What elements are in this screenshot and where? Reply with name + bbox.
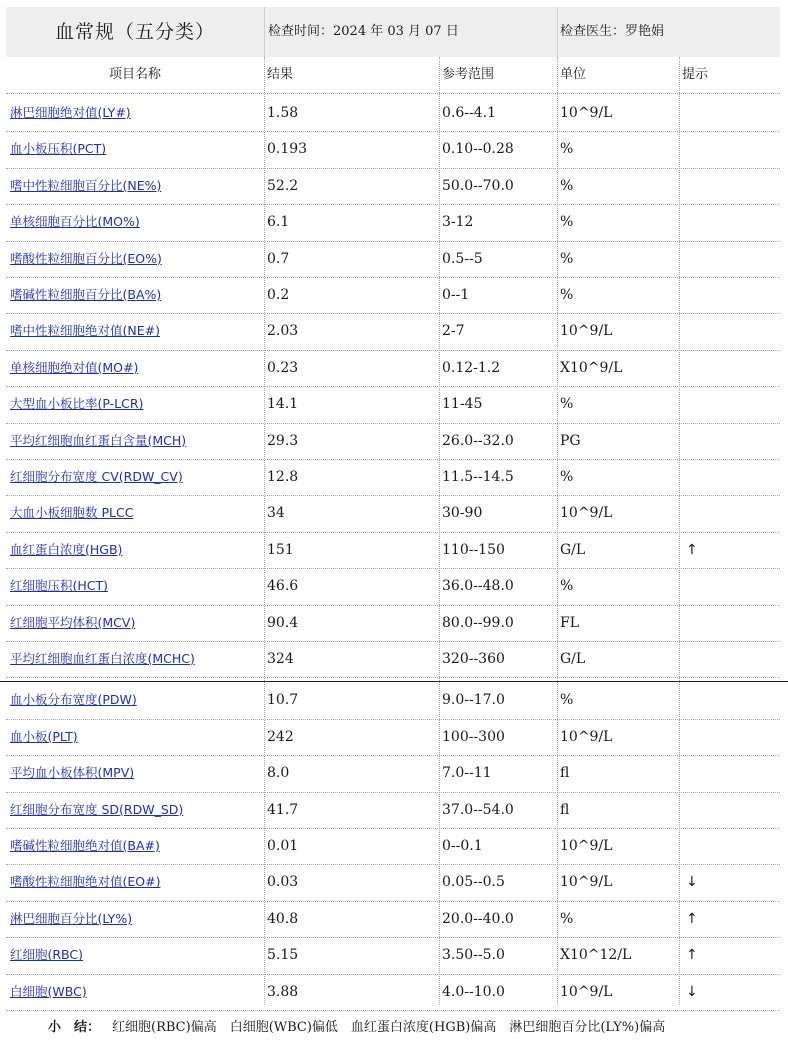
result-value: 0.7 bbox=[267, 250, 290, 267]
result-value: 2.03 bbox=[267, 323, 299, 340]
item-name-link[interactable]: 嗜酸性粒细胞百分比(EO%) bbox=[10, 250, 162, 266]
column-header-name: 项目名称 bbox=[108, 67, 161, 82]
table-row bbox=[6, 755, 780, 792]
item-name-link[interactable]: 单核细胞百分比(MO%) bbox=[10, 214, 140, 230]
reference-range: 100--300 bbox=[442, 728, 505, 745]
reference-range: 0--0.1 bbox=[442, 838, 483, 854]
hint-arrow: ↑ bbox=[686, 947, 698, 964]
reference-range: 0.05--0.5 bbox=[442, 874, 505, 891]
unit-value: % bbox=[560, 250, 574, 267]
reference-range: 80.0--99.0 bbox=[442, 614, 514, 631]
table-row bbox=[6, 313, 780, 350]
item-name-link[interactable]: 单核细胞绝对值(MO#) bbox=[10, 359, 139, 375]
table-row bbox=[6, 792, 780, 829]
reference-range: 320--360 bbox=[442, 651, 505, 667]
table-row bbox=[6, 937, 780, 974]
table-row bbox=[6, 974, 780, 1011]
unit-value: 10^9/L bbox=[560, 505, 613, 522]
reference-range: 0.5--5 bbox=[442, 250, 483, 267]
table-row bbox=[6, 386, 780, 423]
reference-range: 36.0--48.0 bbox=[442, 578, 514, 595]
table-row bbox=[6, 864, 780, 901]
table-row bbox=[6, 423, 780, 460]
unit-value: FL bbox=[560, 614, 580, 631]
item-name-link[interactable]: 白细胞(WBC) bbox=[10, 983, 87, 999]
reference-range: 3.50--5.0 bbox=[442, 947, 505, 964]
unit-value: % bbox=[560, 469, 574, 485]
reference-range: 37.0--54.0 bbox=[442, 801, 514, 818]
reference-range: 9.0--17.0 bbox=[442, 692, 505, 709]
item-name-link[interactable]: 平均红细胞血红蛋白含量(MCH) bbox=[10, 432, 187, 448]
item-name-link[interactable]: 平均红细胞血红蛋白浓度(MCHC) bbox=[10, 651, 195, 666]
item-name-link[interactable]: 红细胞压积(HCT) bbox=[10, 578, 109, 594]
item-name-link[interactable]: 血小板分布宽度(PDW) bbox=[10, 692, 137, 708]
result-value: 8.0 bbox=[267, 765, 290, 782]
item-name-link[interactable]: 嗜中性粒细胞百分比(NE%) bbox=[10, 177, 162, 193]
item-name-link[interactable]: 红细胞平均体积(MCV) bbox=[10, 614, 136, 630]
unit-value: 10^9/L bbox=[560, 838, 613, 854]
column-header-row bbox=[6, 57, 780, 94]
reference-range: 7.0--11 bbox=[442, 765, 492, 782]
exam-doctor: 检查医生：罗艳娟 bbox=[560, 24, 665, 39]
report-title: 血常规（五分类） bbox=[54, 21, 215, 43]
unit-value: % bbox=[560, 177, 574, 194]
unit-value: % bbox=[560, 287, 574, 303]
column-header-range: 参考范围 bbox=[442, 67, 495, 82]
result-value: 10.7 bbox=[267, 692, 299, 709]
unit-value: 10^9/L bbox=[560, 983, 613, 1000]
item-name-link[interactable]: 血小板压积(PCT) bbox=[10, 141, 107, 157]
summary-text: 红细胞(RBC)偏高 白细胞(WBC)偏低 血红蛋白浓度(HGB)偏高 淋巴细胞百分比(LY%)偏高 bbox=[112, 1020, 666, 1035]
reference-range: 30-90 bbox=[442, 505, 483, 522]
result-value: 5.15 bbox=[267, 947, 299, 964]
reference-range: 0.12-1.2 bbox=[442, 359, 501, 376]
unit-value: % bbox=[560, 396, 574, 413]
summary-label: 小 结： bbox=[48, 1020, 101, 1035]
table-row bbox=[6, 901, 780, 938]
unit-value: X10^12/L bbox=[560, 947, 632, 964]
hint-arrow: ↓ bbox=[686, 983, 698, 1000]
column-header-hint: 提示 bbox=[682, 67, 709, 82]
hint-arrow: ↑ bbox=[686, 541, 698, 558]
reference-range: 0--1 bbox=[442, 287, 470, 303]
item-name-link[interactable]: 红细胞分布宽度 CV(RDW_CV) bbox=[10, 469, 183, 484]
table-row bbox=[6, 532, 780, 569]
result-value: 52.2 bbox=[267, 177, 299, 194]
reference-range: 11.5--14.5 bbox=[442, 469, 514, 485]
unit-value: % bbox=[560, 141, 574, 158]
table-row bbox=[6, 277, 780, 314]
unit-value: fl bbox=[560, 801, 570, 818]
unit-value: 10^9/L bbox=[560, 874, 613, 891]
unit-value: % bbox=[560, 578, 574, 595]
item-name-link[interactable]: 大型血小板比率(P-LCR) bbox=[10, 396, 144, 412]
item-name-link[interactable]: 嗜酸性粒细胞绝对值(EO#) bbox=[10, 874, 161, 890]
table-row bbox=[6, 204, 780, 241]
header-divider bbox=[264, 7, 265, 57]
table-row bbox=[6, 95, 780, 132]
unit-value: % bbox=[560, 910, 574, 927]
result-value: 0.193 bbox=[267, 141, 308, 158]
reference-range: 26.0--32.0 bbox=[442, 432, 514, 449]
item-name-link[interactable]: 血红蛋白浓度(HGB) bbox=[10, 541, 123, 557]
result-value: 1.58 bbox=[267, 105, 299, 121]
table-row bbox=[6, 168, 780, 205]
item-name-link[interactable]: 红细胞(RBC) bbox=[10, 947, 84, 963]
unit-value: 10^9/L bbox=[560, 728, 613, 745]
table-row bbox=[6, 568, 780, 605]
reference-range: 20.0--40.0 bbox=[442, 910, 514, 927]
result-value: 34 bbox=[267, 505, 285, 522]
table-row bbox=[6, 241, 780, 278]
table-row bbox=[6, 719, 780, 756]
result-value: 151 bbox=[267, 541, 294, 558]
unit-value: X10^9/L bbox=[560, 359, 623, 376]
result-value: 0.23 bbox=[267, 359, 299, 376]
reference-range: 110--150 bbox=[442, 541, 505, 558]
reference-range: 50.0--70.0 bbox=[442, 177, 514, 194]
reference-range: 2-7 bbox=[442, 323, 465, 340]
result-value: 3.88 bbox=[267, 983, 299, 1000]
reference-range: 0.6--4.1 bbox=[442, 105, 496, 121]
result-value: 40.8 bbox=[267, 910, 299, 927]
item-name-link[interactable]: 血小板(PLT) bbox=[10, 728, 78, 744]
unit-value: G/L bbox=[560, 541, 586, 558]
column-header-unit: 单位 bbox=[560, 67, 587, 82]
item-name-link[interactable]: 平均血小板体积(MPV) bbox=[10, 765, 135, 781]
result-value: 29.3 bbox=[267, 432, 299, 449]
page-break-line bbox=[0, 681, 788, 682]
unit-value: % bbox=[560, 692, 574, 709]
table-row bbox=[6, 641, 780, 678]
table-row bbox=[6, 459, 780, 496]
result-value: 41.7 bbox=[267, 801, 299, 818]
exam-time: 检查时间：2024 年 03 月 07 日 bbox=[268, 24, 459, 39]
item-name-link[interactable]: 嗜碱性粒细胞百分比(BA%) bbox=[10, 287, 162, 302]
reference-range: 3-12 bbox=[442, 214, 474, 231]
item-name-link[interactable]: 淋巴细胞百分比(LY%) bbox=[10, 910, 133, 926]
item-name-link[interactable]: 嗜中性粒细胞绝对值(NE#) bbox=[10, 323, 160, 339]
result-value: 90.4 bbox=[267, 614, 299, 631]
result-value: 0.01 bbox=[267, 838, 299, 854]
table-row bbox=[6, 495, 780, 532]
result-value: 14.1 bbox=[267, 396, 299, 413]
table-row bbox=[6, 605, 780, 642]
report-header bbox=[6, 7, 780, 57]
item-name-link[interactable]: 红细胞分布宽度 SD(RDW_SD) bbox=[10, 801, 184, 817]
summary bbox=[48, 1016, 665, 1035]
result-value: 0.03 bbox=[267, 874, 299, 891]
header-divider bbox=[557, 7, 558, 57]
reference-range: 11-45 bbox=[442, 396, 483, 413]
unit-value: fl bbox=[560, 765, 570, 782]
unit-value: G/L bbox=[560, 651, 586, 667]
result-value: 242 bbox=[267, 728, 294, 745]
column-header-result: 结果 bbox=[267, 67, 294, 82]
hint-arrow: ↑ bbox=[686, 910, 698, 927]
table-row bbox=[6, 131, 780, 168]
result-value: 324 bbox=[267, 651, 294, 667]
table-row bbox=[6, 828, 780, 865]
unit-value: 10^9/L bbox=[560, 105, 613, 121]
result-value: 46.6 bbox=[267, 578, 299, 595]
reference-range: 4.0--10.0 bbox=[442, 983, 505, 1000]
table-row bbox=[6, 350, 780, 387]
table-row bbox=[6, 682, 780, 719]
item-name-link[interactable]: 大血小板细胞数 PLCC bbox=[10, 505, 134, 521]
reference-range: 0.10--0.28 bbox=[442, 141, 514, 158]
result-value: 6.1 bbox=[267, 214, 290, 231]
unit-value: 10^9/L bbox=[560, 323, 613, 340]
item-name-link[interactable]: 淋巴细胞绝对值(LY#) bbox=[10, 105, 131, 120]
result-value: 0.2 bbox=[267, 287, 290, 303]
hint-arrow: ↓ bbox=[686, 874, 698, 891]
unit-value: PG bbox=[560, 432, 581, 449]
unit-value: % bbox=[560, 214, 574, 231]
result-value: 12.8 bbox=[267, 469, 299, 485]
item-name-link[interactable]: 嗜碱性粒细胞绝对值(BA#) bbox=[10, 838, 160, 853]
